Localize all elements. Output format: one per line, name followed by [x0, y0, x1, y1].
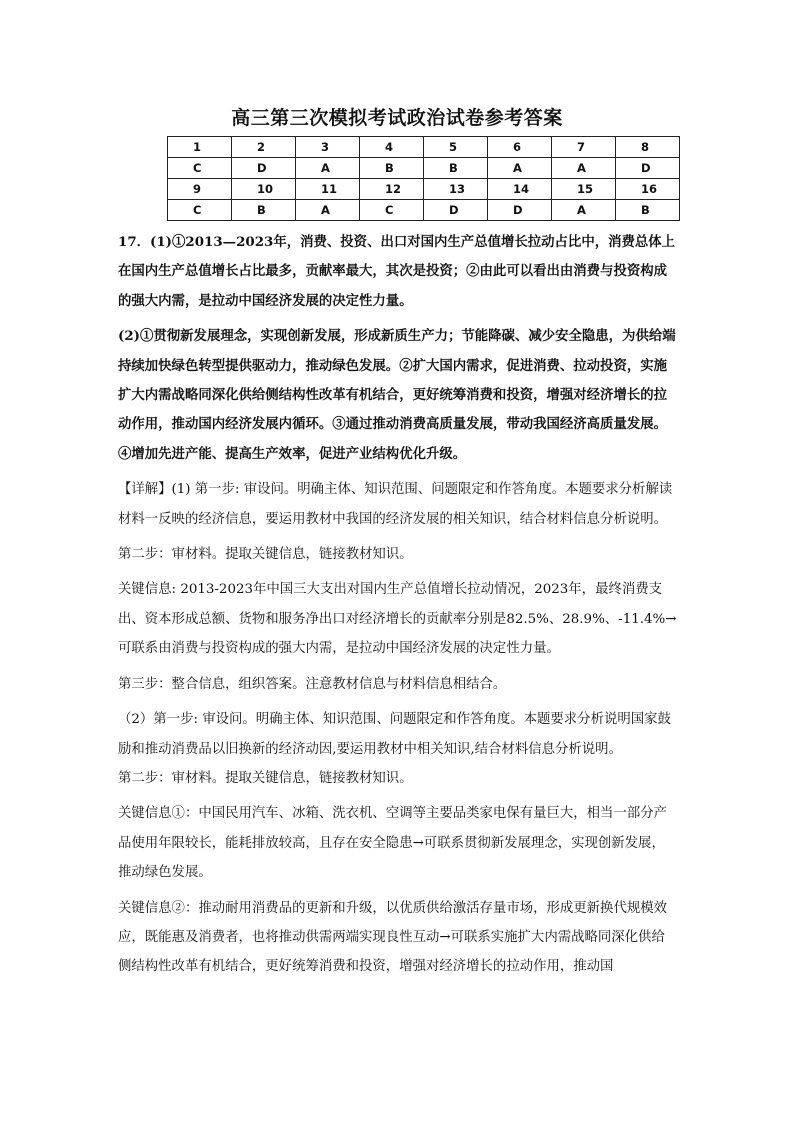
answer-letter-cell: B [360, 158, 424, 179]
step3-part1: 第三步：整合信息，组织答案。注意教材信息与材料信息相结合。 [118, 676, 507, 692]
key-info-part1: 关键信息: 2013-2023年中国三大支出对国内生产总值增长拉动情况，2023年，最终消费支出、资本形成总额、货物和服务净出口对经济增长的贡献率分别是82.5%、28.9%、-11.4%→可联系由消费与投资构成的强大内需，是拉动中国经济发展的决定性力量。 [118, 582, 677, 657]
question-number-cell: 7 [552, 137, 616, 158]
question-number-cell: 9 [168, 179, 232, 200]
question-number-row [168, 137, 680, 158]
question-number-cell: 6 [488, 137, 552, 158]
question-number-cell: 16 [616, 179, 680, 200]
question-number-cell: 5 [424, 137, 488, 158]
question-number-cell: 8 [616, 137, 680, 158]
answer-letter-cell: D [232, 158, 296, 179]
answer-letter-cell: D [488, 200, 552, 221]
answer-letter-cell: C [168, 200, 232, 221]
answer-letter-cell: A [488, 158, 552, 179]
answer-content [118, 228, 678, 982]
answer-letter-cell: D [424, 200, 488, 221]
answer-letter-cell: B [232, 200, 296, 221]
explanation-part1: 【详解】(1) 第一步: 审设问。明确主体、知识范围、问题限定和作答角度。本题要求分析解读材料一反映的经济信息，要运用教材中我国的经济发展的相关知识，结合材料信息分析说明。 [118, 482, 673, 527]
question-number-cell: 11 [296, 179, 360, 200]
question-number-cell: 4 [360, 137, 424, 158]
answer-letter-cell: C [360, 200, 424, 221]
answer-letter-cell: A [552, 200, 616, 221]
key-info-part2-2: 关键信息②：推动耐用消费品的更新和升级，以优质供给激活存量市场，形成更新换代规模效应，既能惠及消费者，也将推动供需两端实现良性互动→可联系实施扩大内需战略同深化供给侧结构性改革有机结合，更好统筹消费和投资，增强对经济增长的拉动作用，推动国 [118, 900, 668, 975]
answer-letter-row [168, 158, 680, 179]
answer-letter-cell: C [168, 158, 232, 179]
answer-letter-cell: B [424, 158, 488, 179]
step2-part2: 第二步：审材料。提取关键信息，链接教材知识。 [118, 770, 413, 786]
question-number-cell: 12 [360, 179, 424, 200]
question-number-cell: 3 [296, 137, 360, 158]
explanation-part2: （2）第一步: 审设问。明确主体、知识范围、问题限定和作答角度。本题要求分析说明国家鼓励和推动消费品以旧换新的经济动因,要运用教材中相关知识,结合材料信息分析说明。 [118, 712, 671, 757]
question-number-cell: 13 [424, 179, 488, 200]
answer-table [167, 136, 680, 221]
question-number-cell: 15 [552, 179, 616, 200]
step2-part1: 第二步：审材料。提取关键信息，链接教材知识。 [118, 547, 413, 563]
q17-part2-answer: (2)①贯彻新发展理念，实现创新发展，形成新质生产力；节能降碳、减少安全隐患，为供给端持续加快绿色转型提供驱动力，推动绿色发展。②扩大国内需求，促进消费、拉动投资，实施扩大内需战略同深化供给侧结构性改革有机结合，更好统筹消费和投资，增强对经济增长的拉动作用，推动国内经济发展内循环。③通过推动消费高质量发展，带动我国经济高质量发展。④增加先进产能、提高生产效率，促进产业结构优化升级。 [118, 328, 676, 462]
question-number-cell: 14 [488, 179, 552, 200]
answer-letter-cell: D [616, 158, 680, 179]
question-number-cell: 10 [232, 179, 296, 200]
question-number-cell: 1 [168, 137, 232, 158]
page-title: 高三第三次模拟考试政治试卷参考答案 [231, 107, 563, 129]
key-info-part2-1: 关键信息①：中国民用汽车、冰箱、洗衣机、空调等主要品类家电保有量巨大，相当一部分产品使用年限较长，能耗排放较高，且存在安全隐患→可联系贯彻新发展理念，实现创新发展，推动绿色发展。 [118, 806, 668, 881]
q17-part1-answer: 17．(1)①2013—2023年，消费、投资、出口对国内生产总值增长拉动占比中，消费总体上在国内生产总值增长占比最多，贡献率最大，其次是投资；②由此可以看出由消费与投资构成的强大内需，是拉动中国经济发展的决定性力量。 [118, 234, 676, 309]
answer-letter-cell: B [616, 200, 680, 221]
answer-letter-row [168, 200, 680, 221]
answer-letter-cell: A [552, 158, 616, 179]
question-number-cell: 2 [232, 137, 296, 158]
answer-letter-cell: A [296, 158, 360, 179]
answer-letter-cell: A [296, 200, 360, 221]
question-number-row [168, 179, 680, 200]
